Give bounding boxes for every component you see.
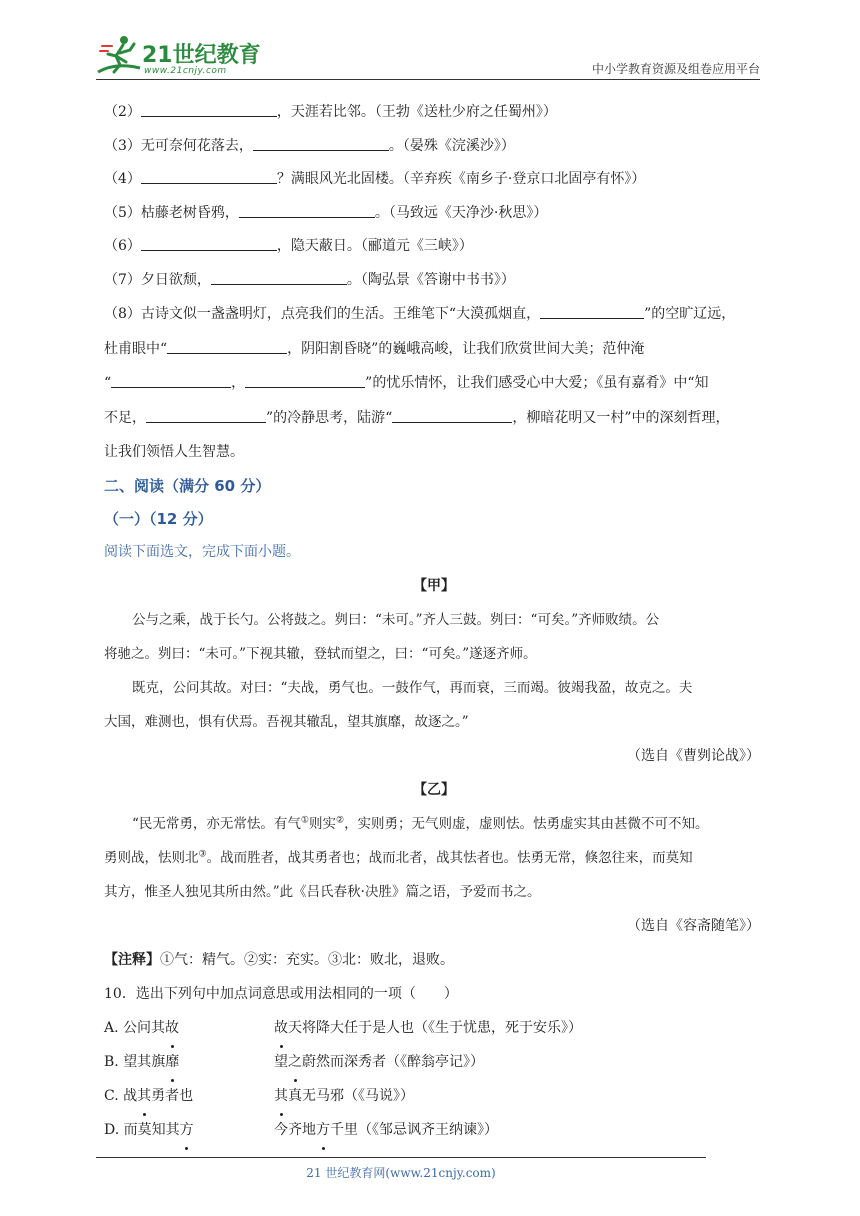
option-text: 千里（《邹忌讽齐王纳谏》） [330, 1121, 498, 1138]
footnote-marker: ① [300, 815, 309, 825]
item-text: ，柳暗花明又一村”中的深刻哲理， [512, 409, 730, 426]
question-10-stem: 10．选出下列句中加点词意思或用法相同的一项（ ） [104, 985, 458, 1002]
passage-jia-heading: 【甲】 [413, 577, 455, 594]
answer-blank[interactable] [245, 373, 365, 388]
item8-line-5 [104, 435, 764, 470]
option-key: B. [104, 1053, 119, 1070]
option-d[interactable] [104, 1113, 764, 1147]
option-key: C. [104, 1087, 119, 1104]
option-b[interactable] [104, 1045, 764, 1079]
fill-item-2 [104, 96, 764, 130]
option-text: 天将降大任于是人也（《生于忧患，死于安乐》） [288, 1019, 582, 1036]
fill-item-8 [104, 297, 764, 470]
section-title: 二、阅读（满分 60 分） [104, 476, 271, 495]
header-divider [96, 79, 760, 80]
item-number: （3） [104, 137, 141, 154]
option-c[interactable] [104, 1079, 764, 1113]
answer-blank[interactable] [239, 203, 375, 218]
option-right [274, 1079, 414, 1113]
item-text: 。（晏殊《浣溪沙》） [388, 137, 515, 154]
option-text: 而莫知其 [123, 1121, 180, 1138]
fill-item-6 [104, 230, 764, 264]
notes-text: ①气：精气。②实：充实。③北：败北，退败。 [160, 951, 454, 968]
option-left [104, 1011, 179, 1045]
option-left [104, 1113, 194, 1147]
item-number: （6） [104, 238, 141, 254]
passage-jia-line: 公与之乘，战于长勺。公将鼓之。刿曰：“未可。”齐人三鼓。刿曰：“可矣。”齐师败绩。公 [132, 611, 660, 628]
fill-item-7 [104, 264, 764, 298]
passage-yi-line: 其方，惟圣人独见其所由然。”此《吕氏春秋·决胜》篇之语，予爱而书之。 [104, 883, 541, 900]
item-number: （4） [104, 171, 141, 187]
option-left [104, 1045, 179, 1079]
platform-name: 中小学教育资源及组卷应用平台 [591, 62, 760, 76]
passage-jia-line: 既克，公问其故。对曰：“夫战，勇气也。一鼓作气，再而衰，三而竭。彼竭我盈，故克之。夫 [132, 679, 693, 696]
option-text: 蔚然而深秀者（《醉翁亭记》） [302, 1053, 484, 1070]
passage-text: 。战而胜者，战其勇者也；战而北者，战其怯者也。怯勇无常，倏忽往来，而莫知 [206, 849, 693, 866]
footnote-marker: ② [335, 815, 345, 825]
answer-blank[interactable] [141, 169, 277, 184]
answer-blank[interactable] [167, 339, 287, 354]
passage-jia-line: 大国，难测也，惧有伏焉。吾视其辙乱，望其旗靡，故逐之。” [104, 713, 469, 730]
passage-text: 勇则战，怯则北 [104, 849, 199, 866]
item8-line-4 [104, 401, 764, 436]
item-text: 夕日欲颓， [140, 271, 211, 288]
passage-yi-heading: 【乙】 [413, 781, 455, 798]
annotation-notes [104, 943, 764, 977]
option-text: 勇者也 [151, 1087, 194, 1104]
subsection-title: （一）（12 分） [104, 509, 213, 528]
answer-blank[interactable] [540, 304, 644, 319]
item-text: 。（陶弘景《答谢中书书》） [346, 271, 515, 288]
item8-line-2 [104, 332, 764, 367]
item-text: 让我们领悟人生智慧。 [104, 444, 244, 460]
dotted-word: 其 [274, 1079, 288, 1113]
logo-url-text: www.21cnjy.com [144, 66, 227, 76]
answer-blank[interactable] [141, 102, 277, 117]
passage-jia-source: （选自《曹刿论战》） [627, 747, 760, 764]
passage-yi-line [104, 841, 764, 875]
item-text: “ [104, 375, 112, 391]
item-text: ”的空旷辽远， [644, 306, 736, 322]
option-text: 望其旗 [123, 1053, 166, 1070]
answer-blank[interactable] [211, 270, 347, 285]
item-text: 不足， [104, 409, 146, 426]
item-text: ， [231, 375, 246, 391]
fill-item-4 [104, 163, 764, 197]
answer-blank[interactable] [146, 408, 266, 423]
dotted-word: 靡 [165, 1045, 179, 1079]
logo-brand-text: 21世纪教育 [142, 43, 261, 68]
notes-label: 【注释】 [104, 951, 160, 968]
answer-blank[interactable] [111, 373, 231, 388]
page-header [96, 30, 760, 82]
option-key: A. [104, 1019, 119, 1036]
fill-item-5 [104, 197, 764, 231]
dotted-word: 方 [180, 1113, 194, 1147]
item8-line-3 [104, 366, 764, 401]
main-content [104, 96, 764, 1147]
passage-text: “民无常勇，亦无常怯。有气 [132, 815, 301, 832]
option-right [274, 1113, 498, 1147]
item-number: （5） [104, 204, 141, 221]
answer-blank[interactable] [253, 136, 389, 151]
passage-yi-source: （选自《容斋随笔》） [627, 917, 760, 934]
runner-icon [96, 32, 142, 78]
brand-logo [96, 32, 266, 80]
item-text: ，隐天蔽日。（郦道元《三峡》） [276, 238, 473, 254]
item-text: ”的冷静思考，陆游“ [266, 409, 393, 426]
item-text: ？满眼风光北固楼。（辛弃疾《南乡子·登京口北固亭有怀》） [276, 171, 646, 187]
option-text: 望 [274, 1053, 288, 1070]
option-text: 公问其 [123, 1019, 166, 1036]
option-text: 真无马邪（《马说》） [288, 1087, 414, 1104]
item-text: ，阴阳割昏晓”的巍峨高峻，让我们欣赏世间大美；范仲淹 [287, 340, 645, 357]
option-right [274, 1011, 582, 1045]
answer-blank[interactable] [141, 236, 277, 251]
option-key: D. [104, 1121, 120, 1138]
option-right [274, 1045, 484, 1079]
fill-item-3 [104, 130, 764, 164]
dotted-word: 之 [288, 1045, 302, 1079]
item-text: 杜甫眼中“ [104, 340, 168, 357]
footnote-marker: ③ [198, 849, 207, 859]
option-text: 今齐地 [274, 1121, 316, 1138]
dotted-word: 其 [137, 1079, 151, 1113]
answer-blank[interactable] [392, 408, 512, 423]
item-text: ，天涯若比邻。（王勃《送杜少府之任蜀州》） [276, 104, 557, 120]
passage-text: 则实 [308, 815, 336, 832]
item-number: （2） [104, 104, 141, 120]
footer-divider [96, 1157, 706, 1158]
passage-text: ，实则勇；无气则虚，虚则怯。怯勇虚实其由甚微不可不知。 [344, 815, 709, 832]
dotted-word: 故 [274, 1011, 288, 1045]
option-a[interactable] [104, 1011, 764, 1045]
passage-jia-line: 将驰之。刿曰：“未可。”下视其辙，登轼而望之，曰：“可矣。”遂逐齐师。 [104, 645, 537, 662]
item-text: （8）古诗文似一盏盏明灯，点亮我们的生活。王维笔下“大漠孤烟直， [104, 306, 541, 322]
item-text: 无可奈何花落去， [140, 137, 253, 154]
footer-text: 21 世纪教育网(www.21cnjy.com) [306, 1166, 496, 1180]
dotted-word: 方 [316, 1113, 330, 1147]
dotted-word: 故 [165, 1011, 179, 1045]
passage-yi-line [104, 807, 764, 841]
item-text: ”的忧乐情怀，让我们感受心中大爱；《虽有嘉肴》中“知 [365, 375, 709, 391]
item-text: 。（马致远《天净沙·秋思》） [374, 204, 548, 221]
reading-instruction: 阅读下面选文，完成下面小题。 [104, 543, 300, 560]
item8-line-1 [104, 297, 764, 332]
item-number: （7） [104, 271, 141, 288]
option-text: 战 [123, 1087, 138, 1104]
option-left [104, 1079, 193, 1113]
item-text: 枯藤老树昏鸦， [140, 204, 239, 221]
